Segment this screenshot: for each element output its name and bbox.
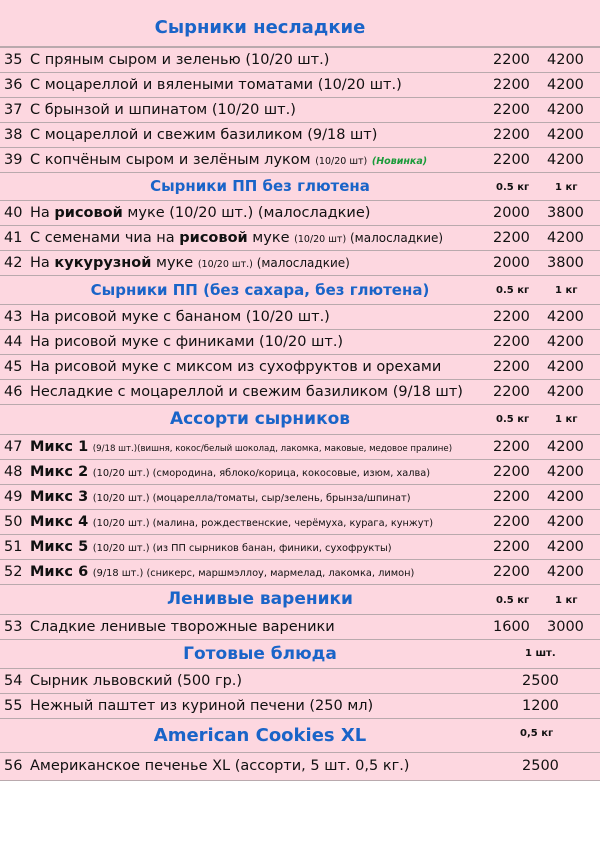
menu-item	[0, 98, 600, 123]
section-title: Ленивые вареники	[167, 589, 353, 609]
section-header-sugar-free	[0, 276, 600, 305]
item-number: 37	[4, 102, 23, 118]
menu-item	[0, 560, 600, 585]
price-large: 4200	[547, 464, 584, 480]
section-title: Сырники ПП (без сахара, без глютена)	[90, 281, 430, 299]
mix-detail: (10/20 шт.) (из ПП сырников банан, финики, сухофрукты)	[92, 543, 392, 554]
price-large: 4200	[547, 359, 584, 375]
price-small: 2200	[493, 564, 530, 580]
price-small: 2000	[493, 205, 530, 221]
price-large: 4200	[547, 152, 584, 168]
item-number: 41	[4, 230, 23, 246]
unit-label: 1 шт.	[525, 648, 556, 659]
price-small: 2200	[493, 77, 530, 93]
menu-item	[0, 226, 600, 251]
new-badge: (Новинка)	[371, 156, 428, 167]
section-title: Ассорти сырников	[169, 409, 351, 429]
mix-name: Микс 6	[30, 564, 89, 580]
item-number: 51	[4, 539, 23, 555]
item-name: На рисовой муке с миксом из сухофруктов и орехами	[30, 359, 442, 375]
item-name	[30, 485, 490, 511]
item-quantity: (10/20 шт)	[315, 156, 368, 167]
price-small: 2200	[493, 230, 530, 246]
price-large: 3800	[547, 205, 584, 221]
unit-label-small: 0.5 кг	[496, 182, 530, 193]
item-quantity: (10/20 шт)	[294, 234, 347, 245]
item-number: 52	[4, 564, 23, 580]
price-large: 4200	[547, 439, 584, 455]
mix-detail: (10/20 шт.) (смородина, яблоко/корица, кокосовые, изюм, халва)	[92, 468, 431, 479]
menu-item	[0, 355, 600, 380]
price-small: 2200	[493, 102, 530, 118]
price-large: 4200	[547, 309, 584, 325]
unit-label-large: 1 кг	[555, 414, 578, 425]
menu-item	[0, 123, 600, 148]
item-name	[30, 148, 490, 174]
item-name	[30, 535, 490, 561]
section-header-lazy-vareniki	[0, 585, 600, 615]
item-name: С моцареллой и свежим базиликом (9/18 шт)	[30, 127, 378, 143]
name-highlight: кукурузной	[54, 255, 152, 271]
section-title: American Cookies XL	[153, 725, 367, 746]
name-part: муке (10/20 шт.) (малосладкие)	[122, 205, 371, 221]
price-small: 2200	[493, 52, 530, 68]
price-small: 2200	[493, 152, 530, 168]
price-small: 2200	[493, 334, 530, 350]
unit-label-small: 0.5 кг	[496, 285, 530, 296]
unit-label-small: 0.5 кг	[496, 595, 530, 606]
name-part: муке	[151, 255, 198, 271]
unit-label-large: 1 кг	[555, 595, 578, 606]
mix-name: Микс 1	[30, 439, 89, 455]
mix-name: Микс 2	[30, 464, 89, 480]
section-header-syrniki-unsweet	[0, 0, 600, 47]
item-name-text: С копчёным сыром и зелёным луком	[30, 152, 311, 168]
price-large: 4200	[547, 102, 584, 118]
menu-item	[0, 330, 600, 355]
section-title: Сырники несладкие	[154, 17, 366, 38]
mix-detail: (9/18 шт.) (сникерс, маршмэллоу, мармелад, лакомка, лимон)	[92, 568, 415, 579]
item-name: На рисовой муке с бананом (10/20 шт.)	[30, 309, 330, 325]
price-small: 2200	[493, 384, 530, 400]
price-small: 2200	[493, 309, 530, 325]
price-large: 4200	[547, 127, 584, 143]
item-number: 47	[4, 439, 23, 455]
item-number: 38	[4, 127, 23, 143]
price-large: 4200	[547, 52, 584, 68]
section-header-assorti	[0, 405, 600, 435]
item-number: 40	[4, 205, 23, 221]
name-part: (малосладкие)	[346, 231, 444, 245]
item-name	[30, 560, 490, 586]
section-header-american-cookies	[0, 719, 600, 753]
mix-name: Микс 5	[30, 539, 89, 555]
price-large: 4200	[547, 77, 584, 93]
menu-item	[0, 148, 600, 173]
price-small: 2200	[493, 539, 530, 555]
item-name: Американское печенье XL (ассорти, 5 шт. 0,5 кг.)	[30, 758, 410, 774]
item-number: 49	[4, 489, 23, 505]
menu-item	[0, 485, 600, 510]
item-name	[30, 201, 490, 225]
item-number: 56	[4, 758, 23, 774]
price-small: 1600	[493, 619, 530, 635]
menu-item	[0, 73, 600, 98]
mix-detail: (9/18 шт.)(вишня, кокос/белый шоколад, лакомка, маковые, медовое пралине)	[92, 444, 453, 454]
section-header-gluten-free	[0, 173, 600, 201]
item-name: Сладкие ленивые творожные вареники	[30, 619, 335, 635]
section-title: Сырники ПП без глютена	[150, 177, 370, 195]
menu-item	[0, 669, 600, 694]
price-large: 3000	[547, 619, 584, 635]
unit-label-large: 1 кг	[555, 285, 578, 296]
name-part: На	[30, 205, 55, 221]
menu-item	[0, 535, 600, 560]
price-large: 3800	[547, 255, 584, 271]
item-name: С брынзой и шпинатом (10/20 шт.)	[30, 102, 296, 118]
item-number: 48	[4, 464, 23, 480]
name-part: С семенами чиа на	[30, 230, 180, 246]
item-number: 50	[4, 514, 23, 530]
price: 2500	[522, 758, 559, 774]
item-name	[30, 460, 490, 486]
menu-item	[0, 47, 600, 73]
price-small: 2200	[493, 127, 530, 143]
unit-label-large: 1 кг	[555, 182, 578, 193]
item-quantity: (10/20 шт.)	[197, 259, 253, 270]
item-name: С пряным сыром и зеленью (10/20 шт.)	[30, 52, 330, 68]
name-part: (малосладкие)	[252, 256, 350, 270]
price-large: 4200	[547, 564, 584, 580]
item-name: На рисовой муке с финиками (10/20 шт.)	[30, 334, 344, 350]
item-number: 42	[4, 255, 23, 271]
name-highlight: рисовой	[54, 205, 123, 221]
menu-item	[0, 753, 600, 781]
menu-item	[0, 380, 600, 405]
section-header-ready-meals	[0, 640, 600, 669]
price-small: 2200	[493, 439, 530, 455]
item-number: 54	[4, 673, 23, 689]
item-number: 36	[4, 77, 23, 93]
name-part: муке	[247, 230, 295, 246]
price: 2500	[522, 673, 559, 689]
item-name	[30, 510, 490, 536]
unit-label-small: 0.5 кг	[496, 414, 530, 425]
item-number: 35	[4, 52, 23, 68]
mix-name: Микс 3	[30, 489, 89, 505]
price-large: 4200	[547, 384, 584, 400]
item-name	[30, 435, 490, 461]
price-small: 2000	[493, 255, 530, 271]
price-large: 4200	[547, 539, 584, 555]
item-number: 43	[4, 309, 23, 325]
price: 1200	[522, 698, 559, 714]
mix-name: Микс 4	[30, 514, 89, 530]
item-name: Несладкие с моцареллой и свежим базиликом (9/18 шт)	[30, 384, 463, 400]
menu-item	[0, 615, 600, 640]
item-name: С моцареллой и вялеными томатами (10/20 шт.)	[30, 77, 402, 93]
unit-label: 0,5 кг	[520, 728, 554, 739]
item-name	[30, 251, 490, 277]
item-number: 44	[4, 334, 23, 350]
item-name: Нежный паштет из куриной печени (250 мл)	[30, 698, 374, 714]
menu-item	[0, 251, 600, 276]
mix-detail: (10/20 шт.) (малина, рождественские, черёмуха, курага, кунжут)	[92, 518, 434, 529]
price-small: 2200	[493, 464, 530, 480]
item-number: 55	[4, 698, 23, 714]
menu-item	[0, 435, 600, 460]
price-small: 2200	[493, 514, 530, 530]
name-highlight: рисовой	[179, 230, 248, 246]
item-number: 45	[4, 359, 23, 375]
price-large: 4200	[547, 514, 584, 530]
menu-item	[0, 201, 600, 226]
menu-item	[0, 510, 600, 535]
price-small: 2200	[493, 489, 530, 505]
item-name	[30, 226, 490, 252]
price-large: 4200	[547, 334, 584, 350]
section-title: Готовые блюда	[183, 644, 337, 664]
price-small: 2200	[493, 359, 530, 375]
menu-item	[0, 460, 600, 485]
item-number: 39	[4, 152, 23, 168]
price-large: 4200	[547, 230, 584, 246]
menu-item	[0, 694, 600, 719]
name-part: На	[30, 255, 55, 271]
item-number: 53	[4, 619, 23, 635]
item-number: 46	[4, 384, 23, 400]
menu-item	[0, 305, 600, 330]
price-large: 4200	[547, 489, 584, 505]
mix-detail: (10/20 шт.) (моцарелла/томаты, сыр/зелень, брынза/шпинат)	[92, 493, 411, 504]
item-name: Сырник львовский (500 гр.)	[30, 673, 243, 689]
